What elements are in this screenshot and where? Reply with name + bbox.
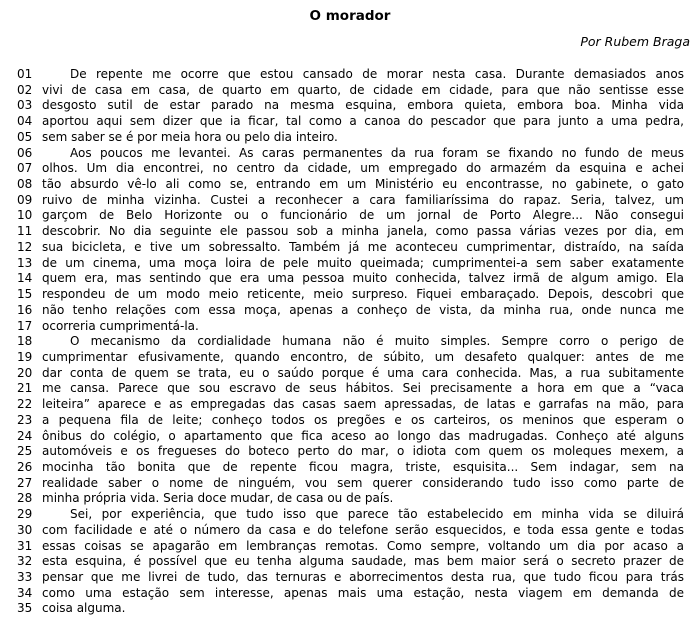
line-number: 30 <box>17 522 33 537</box>
line-text: cumprimentar efusivamente, quando encontro, de súbito, um desafeto qualquer: antes de me <box>42 349 684 364</box>
text-line <box>0 161 700 177</box>
text-line <box>0 193 700 209</box>
line-number: 18 <box>17 334 33 349</box>
line-text: não tenho relações com essa moça, apenas a conheço de vista, da minha rua, onde nunca me <box>42 302 684 317</box>
line-text: olhos. Um dia encontrei, no centro da cidade, um empregado do armazém da esquina e achei <box>42 161 684 176</box>
text-line <box>0 523 700 539</box>
line-number: 35 <box>17 601 33 616</box>
text-line <box>0 554 700 570</box>
text-line <box>0 287 700 303</box>
line-number: 06 <box>17 145 33 160</box>
text-line <box>0 319 700 335</box>
line-text: com facilidade e até o número da casa e do telefone serão esquecidos, e toda essa gente e todas <box>42 522 684 537</box>
text-line <box>0 98 700 114</box>
text-line <box>0 539 700 555</box>
line-text: ruivo de minha vizinha. Custei a reconhecer a cara familiaríssima do rapaz. Seria, talvez, um <box>42 192 684 207</box>
line-number: 33 <box>17 570 33 584</box>
line-text: Sei, por experiência, que tudo isso que parece tão estabelecido em minha vida se diluirá <box>70 507 684 522</box>
line-number: 03 <box>17 98 33 113</box>
line-number: 32 <box>17 554 33 569</box>
line-text: leiteira” aparece e as empregadas das casas saem apressadas, de latas e garrafas na mão, para <box>42 397 684 412</box>
line-text: Aos poucos me levantei. As caras permanentes da rua foram se fixando no fundo de meus <box>70 145 684 160</box>
text-line <box>0 83 700 99</box>
line-number: 01 <box>17 67 33 81</box>
line-text: aportou aqui sem dizer que ia ficar, tal como a canoa do pescador que para junto a uma pedra, <box>42 114 684 129</box>
line-number: 31 <box>17 538 33 553</box>
line-number: 15 <box>17 287 33 302</box>
text-line <box>0 444 700 460</box>
line-number: 25 <box>17 444 33 459</box>
line-text: dar conta de quem se trata, eu o saúdo porque é uma cara conhecida. Mas, a rua subitamente <box>42 365 684 380</box>
text-line <box>0 303 700 319</box>
line-text: esta esquina, é possível que eu tenha alguma saudade, mas bem maior será o secreto prazer de <box>42 554 684 569</box>
line-number: 29 <box>17 507 33 522</box>
line-text: ocorreria cumprimentá-la. <box>42 318 199 333</box>
line-text: essas coisas se apagarão em lembranças remotas. Como sempre, voltando um dia por acaso a <box>42 538 684 553</box>
line-number: 23 <box>17 412 33 427</box>
text-line <box>0 114 700 130</box>
line-text: como uma estação sem interesse, apenas mais uma estação, nesta viagem em demanda de <box>42 585 684 600</box>
line-number: 26 <box>17 459 33 474</box>
line-text: automóveis e os fregueses do boteco perto do mar, o idiota com quem os moleques mexem, a <box>42 444 684 459</box>
page-title: O morador <box>309 8 391 24</box>
line-text: tão absurdo vê-lo ali como se, entrando em um Ministério eu encontrasse, no gabinete, o gato <box>42 177 684 192</box>
line-number: 11 <box>17 224 33 239</box>
line-number: 24 <box>17 428 33 443</box>
text-line <box>0 350 700 366</box>
line-number: 05 <box>17 129 33 144</box>
line-number: 22 <box>17 397 33 412</box>
text-line <box>0 429 700 445</box>
line-number: 34 <box>17 585 33 600</box>
line-number: 12 <box>17 239 33 254</box>
text-line <box>0 240 700 256</box>
line-text: realidade saber o nome de ninguém, vou sem querer considerando tudo isso como parte de <box>42 475 684 490</box>
line-text: coisa alguma. <box>42 601 126 616</box>
text-line <box>0 177 700 193</box>
text-line <box>0 271 700 287</box>
line-number: 17 <box>17 318 33 333</box>
line-text: O mecanismo da cordialidade humana não é muito simples. Sempre corro o perigo de <box>70 334 684 349</box>
text-line <box>0 397 700 413</box>
line-number: 14 <box>17 271 33 286</box>
text-line <box>0 381 700 397</box>
text-line <box>0 476 700 492</box>
line-text: garçom de Belo Horizonte ou o funcionário de um jornal de Porto Alegre... Não consegui <box>42 208 684 223</box>
essay-body <box>0 67 700 617</box>
author-byline: Por Rubem Braga <box>580 34 690 49</box>
text-line <box>0 413 700 429</box>
line-text: a pequena fila de leite; conheço todos os pregões e os carteiros, os meninos que esperam o <box>42 412 684 427</box>
text-line <box>0 586 700 602</box>
line-number: 21 <box>17 381 33 396</box>
line-text: respondeu de um modo meio reticente, meio surpreso. Fiquei embaraçado. Depois, descobri que <box>42 287 684 302</box>
text-line <box>0 224 700 240</box>
text-line <box>0 491 700 507</box>
text-line <box>0 507 700 523</box>
line-text: desgosto sutil de estar parado na mesma esquina, embora quieta, embora boa. Minha vida <box>42 98 684 113</box>
text-line <box>0 146 700 162</box>
line-number: 04 <box>17 114 33 129</box>
line-number: 02 <box>17 82 33 97</box>
line-text: De repente me ocorre que estou cansado de morar nesta casa. Durante demasiados anos <box>70 67 684 81</box>
line-text: me cansa. Parece que sou escravo de seus hábitos. Sei precisamente a hora em que a “vaca <box>42 381 684 396</box>
line-number: 07 <box>17 161 33 176</box>
line-number: 13 <box>17 255 33 270</box>
line-number: 27 <box>17 475 33 490</box>
line-number: 16 <box>17 302 33 317</box>
line-text: minha própria vida. Seria doce mudar, de casa ou de país. <box>42 491 394 506</box>
text-line <box>0 570 700 586</box>
line-text: vivi de casa em casa, de quarto em quarto, de cidade em cidade, para que não sentisse esse <box>42 82 684 97</box>
line-text: mocinha tão bonita que de repente ficou magra, triste, esquisita... Sem indagar, sem na <box>42 459 684 474</box>
text-line <box>0 334 700 350</box>
line-text: ônibus do colégio, o apartamento que fica aceso ao longo das madrugadas. Conheço até alguns <box>42 428 684 443</box>
text-line <box>0 460 700 476</box>
line-text: sem saber se é por meia hora ou pelo dia inteiro. <box>42 129 338 144</box>
line-number: 10 <box>17 208 33 223</box>
text-line <box>0 67 700 83</box>
line-text: descobrir. No dia seguinte ele passou sob a minha janela, como passa várias vezes por dia, em <box>42 224 684 239</box>
text-line <box>0 208 700 224</box>
text-line <box>0 601 700 617</box>
line-text: quem era, mas sentindo que era uma pessoa muito conhecida, talvez irmã de algum amigo. Ela <box>42 271 684 286</box>
line-number: 08 <box>17 177 33 192</box>
line-text: pensar que me livrei de tudo, das ternuras e aborrecimentos desta rua, que tudo ficou para trás <box>42 570 684 584</box>
line-number: 19 <box>17 349 33 364</box>
line-number: 28 <box>17 491 33 506</box>
line-number: 09 <box>17 192 33 207</box>
line-text: de um cinema, uma moça loira de pele muito queimada; cumprimentei-a sem saber exatamente <box>42 255 684 270</box>
line-text: sua bicicleta, e tive um sobressalto. Também já me aconteceu cumprimentar, distraído, na saída <box>42 239 684 254</box>
line-number: 20 <box>17 365 33 380</box>
text-line <box>0 256 700 272</box>
text-line <box>0 366 700 382</box>
text-line <box>0 130 700 146</box>
